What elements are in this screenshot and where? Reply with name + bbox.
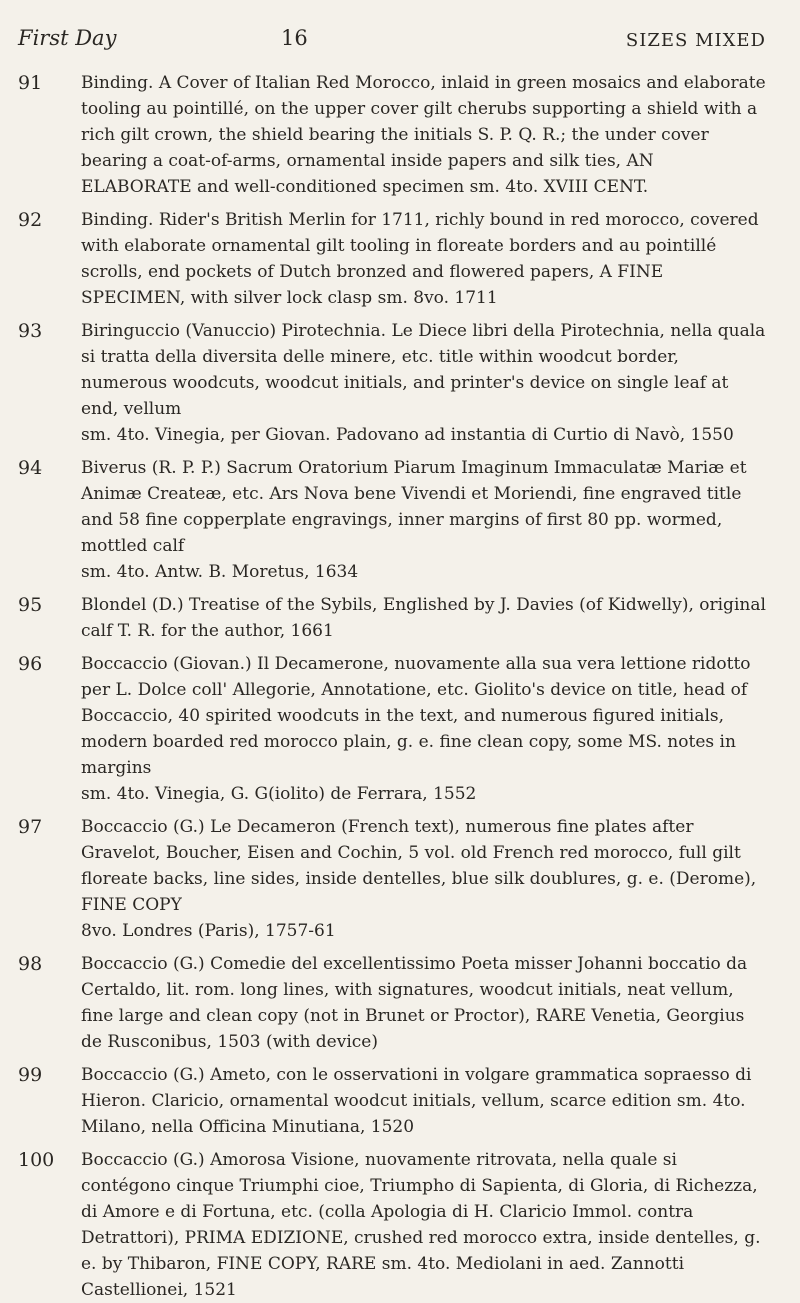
- lot-number: 95: [18, 594, 43, 616]
- lot-description: Boccaccio (G.) Comedie del excellentissimo Poeta misser Johanni boccatio da Certaldo, lit. rom. long lines, with signatures, woodcut initials, neat vellum, fine large and clean copy (not in Brunet or Proctor), RARE Venetia, Georgius de Rusconibus, 1503 (with device): [81, 954, 748, 1052]
- lot-entry: [18, 814, 766, 944]
- lot-number: 100: [18, 1149, 55, 1171]
- lot-entry: [18, 951, 766, 1055]
- lot-entry: [18, 592, 766, 644]
- lot-number: 96: [18, 653, 43, 675]
- lot-entry: [18, 1147, 766, 1303]
- lot-number: 91: [18, 72, 43, 94]
- page-number: 16: [281, 26, 308, 50]
- lot-imprint: sm. 4to. Antw. B. Moretus, 1634: [81, 562, 359, 582]
- lot-description: Boccaccio (G.) Le Decameron (French text), numerous fine plates after Gravelot, Boucher, Eisen and Cochin, 5 vol. old French red morocco, full gilt floreate backs, line sides, inside dentelles, blue silk doublures, g. e. (Derome), FINE COPY: [81, 817, 757, 915]
- lot-number: 93: [18, 320, 43, 342]
- lot-imprint: 8vo. Londres (Paris), 1757-61: [81, 921, 336, 941]
- lot-description: Biringuccio (Vanuccio) Pirotechnia. Le Diece libri della Pirotechnia, nella quala si tratta della diversita delle minere, etc. title within woodcut border, numerous woodcuts, woodcut initials, and printer's device on single leaf at end, vellum: [81, 321, 766, 419]
- lot-imprint: sm. 4to. Vinegia, G. G(iolito) de Ferrara, 1552: [81, 784, 477, 804]
- lot-entry: [18, 207, 766, 311]
- lot-description: Boccaccio (Giovan.) Il Decamerone, nuovamente alla sua vera lettione ridotto per L. Dolce coll' Allegorie, Annotatione, etc. Giolito's device on title, head of Boccaccio, 40 spirited woodcuts in the text, and numerous figured initials, modern boarded red morocco plain, g. e. fine clean copy, some MS. notes in margins: [81, 654, 751, 778]
- lot-description: Boccaccio (G.) Amorosa Visione, nuovamente ritrovata, nella quale si contégono cinque Triumphi cioe, Triumpho di Sapienta, di Gloria, di Richezza, di Amore e di Fortuna, etc. (colla Apologia di H. Claricio Immol. contra Detrattori), PRIMA EDIZIONE, crushed red morocco extra, inside dentelles, g. e. by Thibaron, FINE COPY, RARE sm. 4to. Mediolani in aed. Zannotti Castellionei, 1521: [81, 1150, 761, 1300]
- section-heading: SIZES MIXED: [625, 30, 766, 51]
- lot-description: Biverus (R. P. P.) Sacrum Oratorium Piarum Imaginum Immaculatæ Mariæ et Animæ Createæ, etc. Ars Nova bene Vivendi et Moriendi, fine engraved title and 58 fine copperplate engravings, inner margins of first 80 pp. wormed, mottled calf: [81, 458, 747, 556]
- lot-list: [18, 70, 766, 1303]
- running-header: [18, 26, 766, 70]
- lot-imprint: sm. 4to. Vinegia, per Giovan. Padovano ad instantia di Curtio di Navò, 1550: [81, 425, 734, 445]
- lot-description: Binding. A Cover of Italian Red Morocco, inlaid in green mosaics and elaborate tooling au pointillé, on the upper cover gilt cherubs supporting a shield with a rich gilt crown, the shield bearing the initials S. P. Q. R.; the under cover bearing a coat-of-arms, ornamental inside papers and silk ties, AN ELABORATE and well-conditioned specimen sm. 4to. XVIII CENT.: [81, 73, 766, 197]
- lot-description: Blondel (D.) Treatise of the Sybils, Englished by J. Davies (of Kidwelly), original calf T. R. for the author, 1661: [81, 595, 766, 641]
- lot-description: Binding. Rider's British Merlin for 1711, richly bound in red morocco, covered with elaborate ornamental gilt tooling in floreate borders and au pointillé scrolls, end pockets of Dutch bronzed and flowered papers, A FINE SPECIMEN, with silver lock clasp sm. 8vo. 1711: [81, 210, 759, 308]
- day-heading: First Day: [18, 26, 117, 50]
- lot-number: 92: [18, 209, 43, 231]
- lot-entry: [18, 1062, 766, 1140]
- lot-description: Boccaccio (G.) Ameto, con le osservationi in volgare grammatica sopraesso di Hieron. Claricio, ornamental woodcut initials, vellum, scarce edition sm. 4to. Milano, nella Officina Minutiana, 1520: [81, 1065, 752, 1137]
- lot-number: 97: [18, 816, 43, 838]
- lot-entry: [18, 455, 766, 585]
- lot-number: 99: [18, 1064, 43, 1086]
- lot-entry: [18, 70, 766, 200]
- lot-entry: [18, 318, 766, 448]
- lot-number: 98: [18, 953, 43, 975]
- lot-entry: [18, 651, 766, 807]
- lot-number: 94: [18, 457, 43, 479]
